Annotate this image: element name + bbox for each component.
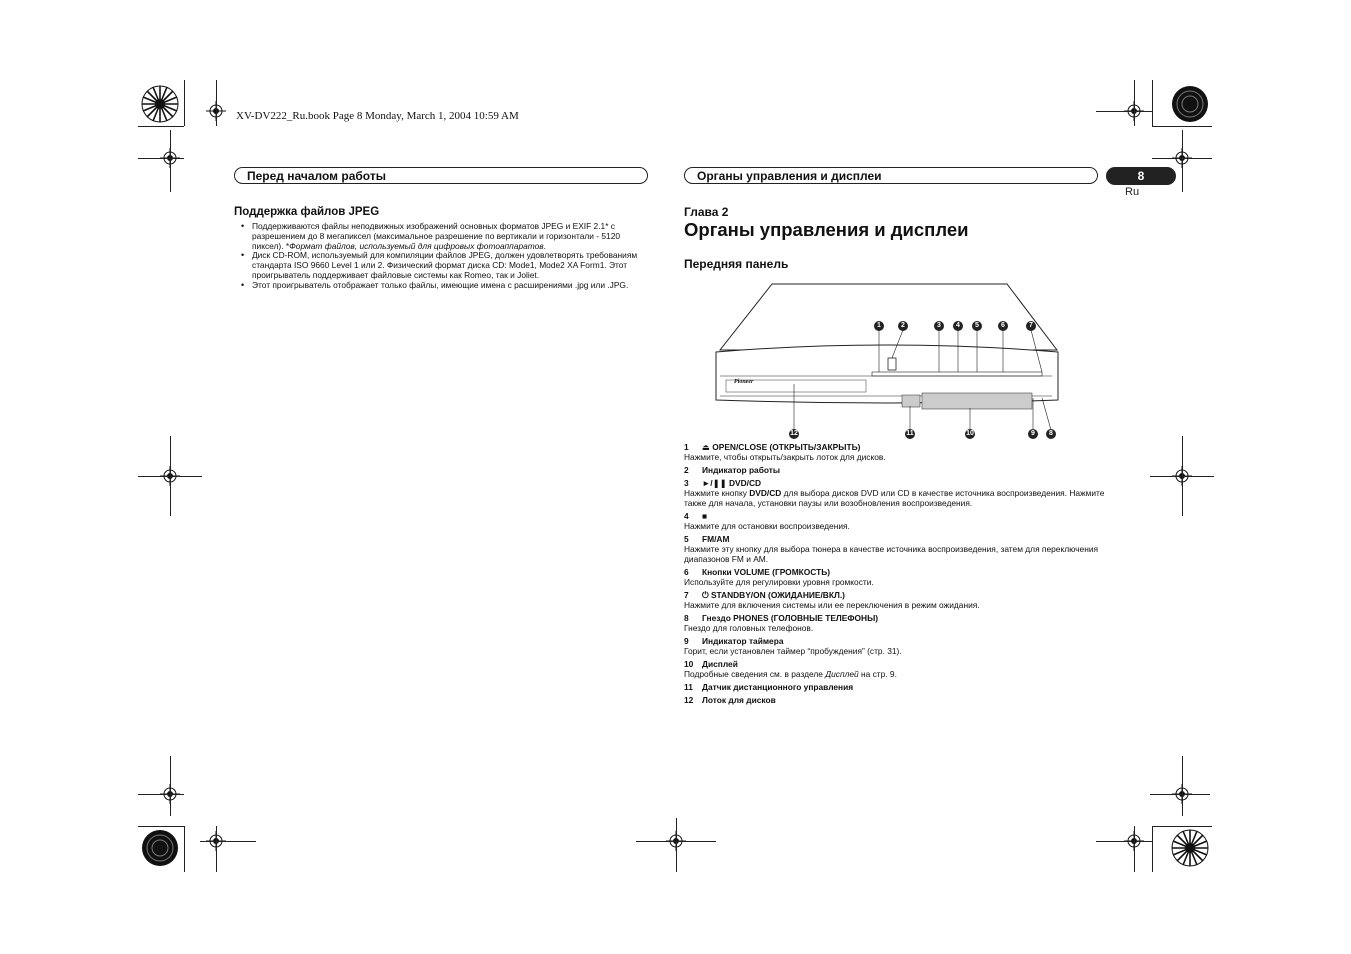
list-item: 2 Индикатор работы	[684, 465, 781, 475]
list-item: 1 ⏏ OPEN/CLOSE (ОТКРЫТЬ/ЗАКРЫТЬ) Нажмите, чтобы открыть/закрыть лоток для дисков.	[684, 442, 886, 462]
registration-starburst-icon	[1170, 828, 1210, 868]
crop-line	[1134, 80, 1135, 126]
crop-line	[184, 80, 185, 126]
crop-line	[216, 80, 217, 126]
list-item: 10 Дисплей Подробные сведения см. в разделе Дисплей на стр. 9.	[684, 659, 897, 679]
crop-line	[1150, 794, 1210, 795]
front-panel-illustration	[712, 280, 1062, 440]
chapter-title: Органы управления и дисплеи	[684, 219, 969, 240]
crop-line	[1182, 756, 1183, 816]
crop-line	[200, 841, 256, 842]
callout-marker: 10	[966, 430, 974, 437]
crop-line	[138, 794, 184, 795]
crop-line	[1096, 841, 1152, 842]
crop-line	[1182, 130, 1183, 192]
left-section-header	[234, 167, 648, 184]
crop-line	[216, 826, 217, 872]
callout-marker: 6	[998, 321, 1008, 331]
jpeg-bullet-list	[238, 222, 650, 291]
crop-line	[1152, 80, 1153, 126]
list-item: 12 Лоток для дисков	[684, 695, 776, 705]
list-item: 8 Гнездо PHONES (ГОЛОВНЫЕ ТЕЛЕФОНЫ) Гнездо для головных телефонов.	[684, 613, 879, 633]
crop-line	[1152, 826, 1212, 827]
crop-line	[676, 818, 677, 872]
callout-marker: 12	[790, 430, 798, 437]
list-item: • Диск CD-ROM, используемый для компиляции файлов JPEG, должен удовлетворять требованиям стандарта ISO 9660 Level 1 или 2. Физический формат диска CD: Mode1, Mode2 XA Form1. Этот проигрыватель поддерживает файловые системы как Romeo, так и Joliet.	[238, 251, 650, 280]
list-item: 7 ⏻ STANDBY/ON (ОЖИДАНИЕ/ВКЛ.) Нажмите для включения системы или ее переключения в режим ожидания.	[684, 590, 980, 610]
crop-line	[1134, 826, 1135, 872]
callout-marker: 8	[1046, 429, 1056, 439]
callout-marker: 11	[906, 430, 914, 437]
page-number-badge: 8	[1106, 167, 1176, 185]
jpeg-heading: Поддержка файлов JPEG	[234, 206, 380, 218]
crop-line	[170, 130, 171, 192]
callout-marker: 7	[1026, 321, 1036, 331]
crop-line	[138, 158, 184, 159]
list-item: 4 ■ Нажмите для остановки воспроизведения.	[684, 511, 850, 531]
list-item: 6 Кнопки VOLUME (ГРОМКОСТЬ) Используйте для регулировки уровня громкости.	[684, 567, 874, 587]
list-item: • Поддерживаются файлы неподвижных изображений основных форматов JPEG и EXIF 2.1* с разрешением до 8 мегапиксел (максимальное разрешение по вертикали и горизонтали - 5120 пиксел). *Формат файлов, используемый для цифровых фотоаппаратов.	[238, 222, 650, 251]
chapter-label: Глава 2	[684, 205, 729, 219]
svg-text:Pioneer: Pioneer	[734, 379, 754, 385]
callout-marker: 5	[972, 321, 982, 331]
list-item: 9 Индикатор таймера Горит, если установлен таймер “пробуждения” (стр. 31).	[684, 636, 902, 656]
book-info-line: XV-DV222_Ru.book Page 8 Monday, March 1, 2004 10:59 AM	[236, 110, 519, 122]
registration-dark-circle-icon	[1170, 84, 1210, 124]
crop-line	[138, 126, 184, 127]
crop-line	[138, 476, 202, 477]
callout-marker: 3	[934, 321, 944, 331]
crop-line	[1152, 826, 1153, 872]
list-item: 11 Датчик дистанционного управления	[684, 682, 854, 692]
list-item: 5 FM/AM Нажмите эту кнопку для выбора тюнера в качестве источника воспроизведения, затем для переключения диапазонов FM и AM.	[684, 534, 1099, 564]
list-item: • Этот проигрыватель отображает только файлы, имеющие имена с расширениями .jpg или .JPG.	[238, 281, 650, 291]
callout-marker: 9	[1028, 429, 1038, 439]
crop-line	[184, 826, 185, 872]
callout-marker: 1	[874, 321, 884, 331]
registration-starburst-icon	[140, 84, 180, 124]
page-language: Ru	[1125, 186, 1140, 198]
crop-line	[1152, 126, 1212, 127]
crop-line	[138, 826, 184, 827]
front-panel-heading: Передняя панель	[684, 257, 789, 271]
callout-marker: 2	[898, 321, 908, 331]
left-section-title: Перед началом работы	[247, 169, 386, 183]
right-section-title: Органы управления и дисплеи	[697, 169, 882, 183]
callout-marker: 4	[953, 321, 963, 331]
list-item: 3 ►/❚❚ DVD/CD Нажмите кнопку DVD/CD для выбора дисков DVD или CD в качестве источника воспроизведения. Нажмите также для начала, установки паузы или возобновления воспроизведения.	[684, 478, 1105, 508]
crop-line	[1150, 476, 1214, 477]
crop-line	[170, 756, 171, 816]
registration-dark-circle-icon	[140, 828, 180, 868]
crop-line	[1096, 111, 1152, 112]
right-section-header	[684, 167, 1098, 184]
control-description-list	[684, 442, 1124, 708]
